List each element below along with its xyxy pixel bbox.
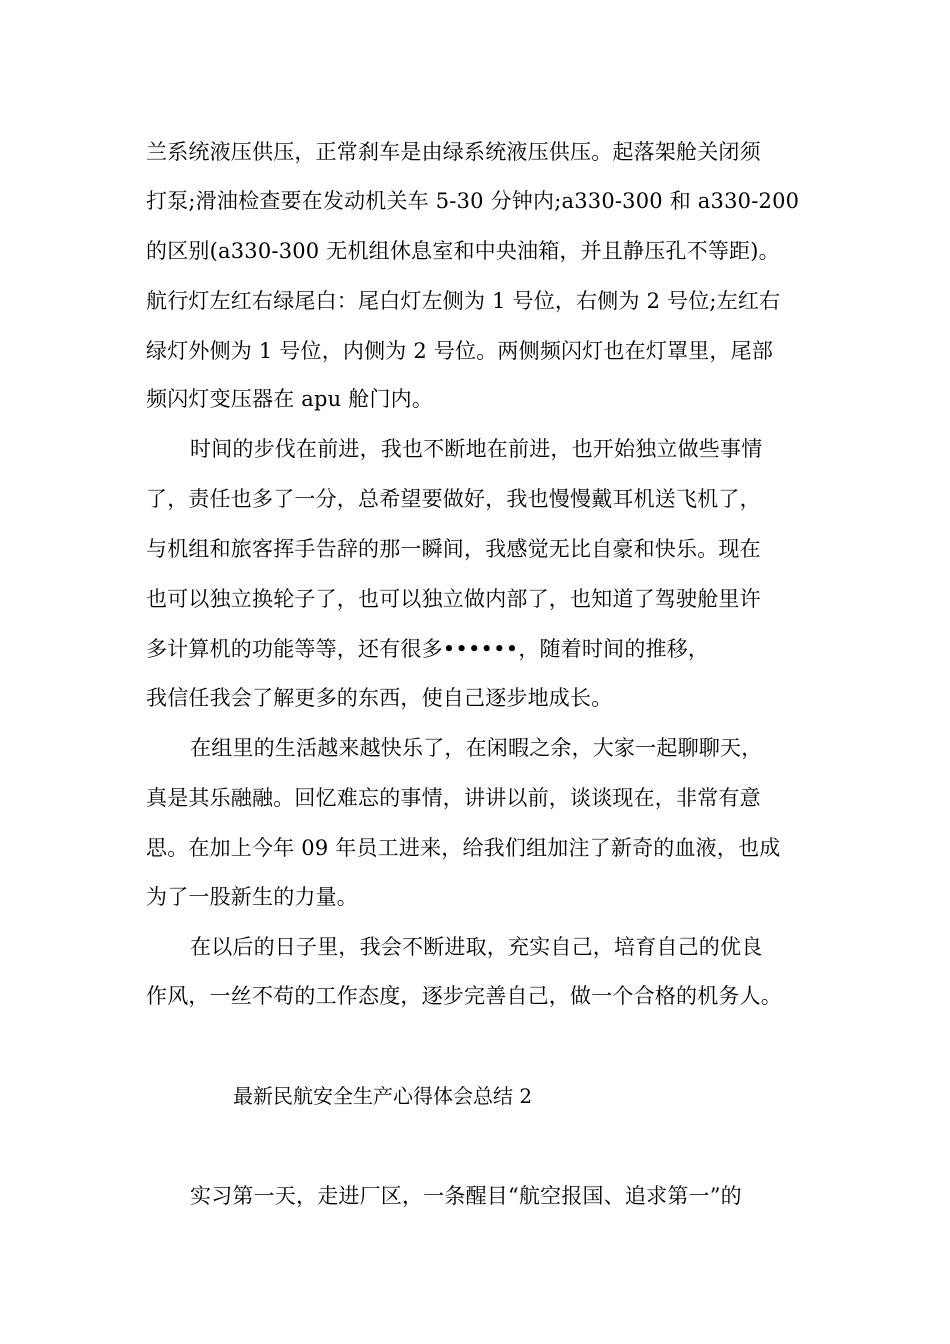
section-heading: 最新民航安全生产心得体会总结 2	[233, 1084, 533, 1108]
paragraph-line: 航行灯左红右绿尾白：尾白灯左侧为 1 号位，右侧为 2 号位;左红右	[146, 289, 781, 313]
paragraph-line: 真是其乐融融。回忆难忘的事情，讲讲以前，谈谈现在，非常有意	[146, 786, 761, 810]
paragraph-line: 的区别(a330-300 无机组休息室和中央油箱，并且静压孔不等距)。	[146, 239, 780, 263]
paragraph-line: 我信任我会了解更多的东西，使自己逐步地成长。	[146, 686, 613, 710]
paragraph-line: 打泵;滑油检查要在发动机关车 5-30 分钟内;a330-300 和 a330-200	[146, 189, 800, 213]
paragraph-line: 了，责任也多了一分，总希望要做好，我也慢慢戴耳机送飞机了，	[146, 487, 761, 511]
paragraph-line: 在以后的日子里，我会不断进取，充实自己，培育自己的优良	[190, 935, 763, 959]
paragraph-line: 在组里的生活越来越快乐了，在闲暇之余，大家一起聊聊天，	[190, 736, 763, 760]
paragraph-line: 也可以独立换轮子了，也可以独立做内部了，也知道了驾驶舱里许	[146, 587, 761, 611]
paragraph-line: 时间的步伐在前进，我也不断地在前进，也开始独立做些事情	[190, 437, 763, 461]
paragraph-line: 多计算机的功能等等，还有很多••••••，随着时间的推移，	[146, 637, 710, 661]
paragraph-line: 与机组和旅客挥手告辞的那一瞬间，我感觉无比自豪和快乐。现在	[146, 537, 761, 561]
paragraph-line: 为了一股新生的力量。	[146, 885, 358, 909]
paragraph-line: 思。在加上今年 09 年员工进来，给我们组加注了新奇的血液，也成	[146, 836, 781, 860]
paragraph-line: 频闪灯变压器在 apu 舱门内。	[146, 387, 434, 411]
paragraph-line: 作风，一丝不苟的工作态度，逐步完善自己，做一个合格的机务人。	[146, 984, 782, 1008]
paragraph-line: 实习第一天，走进厂区，一条醒目“航空报国、追求第一”的	[190, 1184, 742, 1208]
paragraph-line: 兰系统液压供压，正常刹车是由绿系统液压供压。起落架舱关闭须	[146, 140, 761, 164]
paragraph-line: 绿灯外侧为 1 号位，内侧为 2 号位。两侧频闪灯也在灯罩里，尾部	[146, 339, 774, 363]
